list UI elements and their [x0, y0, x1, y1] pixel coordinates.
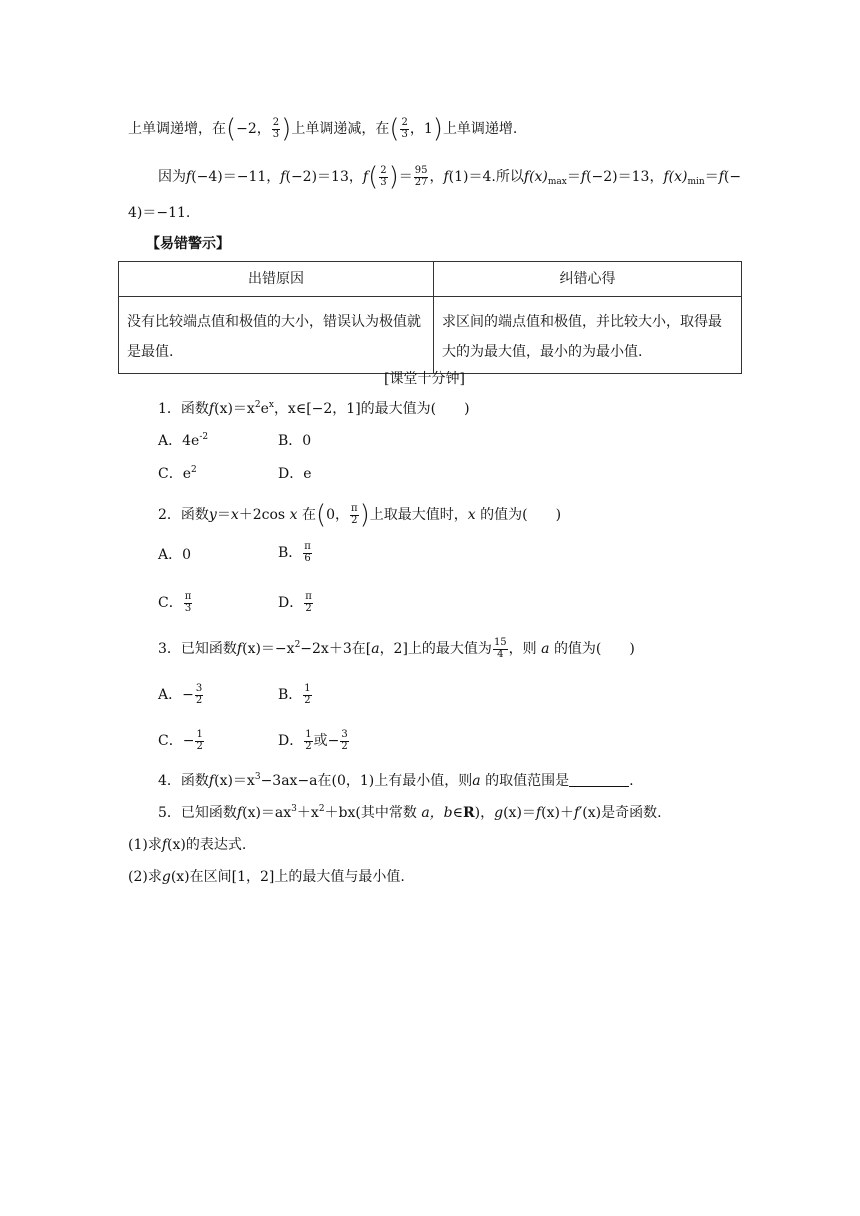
text: (x)	[529, 169, 548, 185]
denominator: 2	[351, 514, 358, 526]
text: −2x＋3在[	[300, 641, 372, 657]
symbol: x	[467, 507, 476, 523]
text: 0，	[326, 507, 350, 523]
symbol: g	[494, 805, 504, 821]
warning-title: 【易错警示】	[146, 236, 230, 252]
subscript: max	[547, 177, 567, 187]
numerator: π	[304, 541, 311, 552]
text: (1)求	[128, 837, 162, 853]
table-header-row	[119, 262, 742, 297]
numerator: 2	[401, 117, 408, 128]
solution-line-3: 4)＝−11.	[128, 205, 191, 221]
answer-blank[interactable]	[569, 774, 629, 787]
option-label: C．	[158, 466, 183, 482]
question-5-part-2	[128, 870, 405, 884]
denominator: 2	[195, 694, 203, 706]
text: ，x∈[−2，1]的最大值为( )	[273, 401, 470, 417]
question-3-option-b	[278, 684, 313, 706]
text: ＋bx(其中常数	[324, 805, 417, 821]
text: ＋x	[296, 805, 319, 821]
symbol: g	[161, 869, 171, 885]
superscript: 2	[254, 400, 261, 410]
text: ＝	[704, 169, 719, 185]
text: ，则	[508, 641, 537, 657]
text: e	[182, 466, 192, 482]
denominator: 4	[497, 648, 504, 660]
option-label: B．	[278, 687, 303, 703]
text: 4e	[182, 433, 200, 449]
text: ，2]上的最大值为	[379, 641, 492, 657]
text: (x)在区间[1，2]上的最大值与最小值.	[170, 869, 405, 885]
text: ＝	[566, 169, 581, 185]
numerator: 1	[196, 729, 203, 740]
question-2-option-b	[278, 542, 313, 564]
superscript: 2	[318, 804, 325, 814]
question-3-option-a	[158, 684, 204, 706]
symbol: f	[208, 773, 215, 789]
numerator: 2	[380, 165, 387, 176]
fraction	[350, 504, 359, 526]
text: 上取最大值时，	[369, 507, 468, 523]
text: )，	[474, 805, 495, 821]
symbol: a	[541, 641, 550, 657]
paren-right: )	[359, 500, 370, 530]
text: (−	[723, 169, 742, 185]
symbol: f	[523, 169, 530, 185]
symbol: f	[208, 401, 215, 417]
symbol: a	[472, 773, 481, 789]
symbol: y	[208, 507, 217, 523]
symbol: f	[580, 169, 587, 185]
question-2-option-a: A．0	[158, 547, 192, 563]
text: (x)的表达式.	[167, 837, 247, 853]
option-label: D．	[278, 733, 304, 749]
numerator: 3	[341, 729, 348, 740]
text: 或−	[313, 733, 340, 749]
denominator: 2	[196, 740, 203, 752]
fraction	[304, 730, 312, 752]
symbol: f	[443, 169, 449, 185]
question-1-option-c	[158, 467, 197, 481]
paren-left: (	[226, 114, 237, 144]
question-3-option-c	[158, 730, 205, 752]
subscript: min	[687, 177, 705, 187]
fraction	[414, 166, 429, 188]
fraction	[304, 592, 313, 614]
text: (x)＝x	[214, 773, 255, 789]
paren-left: (	[389, 114, 400, 144]
text: (x)＝−x	[242, 641, 295, 657]
numerator: 1	[305, 729, 312, 740]
paren-right: )	[281, 114, 292, 144]
text: 的值为( )	[553, 641, 635, 657]
symbol: f	[535, 805, 542, 821]
numerator: 2	[272, 117, 280, 128]
table-header-cell: 纠错心得	[434, 262, 742, 297]
text: −3ax−a在(0，1)上有最小值，则	[260, 773, 473, 789]
text: (x)＝ax	[242, 805, 292, 821]
option-label: B．	[278, 545, 303, 561]
text: 1．函数	[158, 401, 209, 417]
text: 4．函数	[158, 773, 209, 789]
text: .	[629, 773, 634, 789]
numerator: 3	[195, 683, 203, 694]
symbol: f	[362, 169, 369, 185]
numerator: 1	[304, 683, 311, 694]
superscript: 3	[291, 804, 297, 814]
fraction	[400, 118, 408, 140]
text: 上单调递减，在	[291, 121, 390, 137]
superscript: 3	[254, 772, 261, 782]
question-1-option-a	[158, 434, 208, 448]
fraction	[184, 592, 193, 614]
option-label: D．	[278, 595, 304, 611]
text: ＋2cos	[238, 507, 286, 523]
fraction	[379, 166, 387, 188]
paren-right: )	[432, 114, 443, 144]
option-label: A．	[158, 433, 183, 449]
table-cell: 求区间的端点值和极值，并比较大小，取得最大的为最大值，最小的为最小值.	[434, 297, 742, 374]
numerator: π	[305, 591, 312, 602]
text: ＝	[398, 169, 413, 185]
numerator: 95	[414, 165, 428, 176]
text: (−2)＝13，	[285, 169, 363, 185]
solution-line-1	[128, 114, 518, 144]
text: (−4)＝−11，	[191, 169, 281, 185]
text: −2，	[236, 121, 271, 137]
denominator: 3	[401, 128, 408, 140]
symbol: f	[236, 641, 243, 657]
symbol: a	[371, 641, 380, 657]
fraction	[340, 730, 348, 752]
question-1-stem	[158, 402, 470, 416]
fraction	[303, 684, 311, 706]
denominator: 6	[304, 552, 311, 564]
text: 的值为( )	[480, 507, 562, 523]
denominator: 27	[414, 176, 428, 188]
table-header-cell: 出错原因	[119, 262, 434, 297]
paren-right: )	[388, 162, 399, 192]
symbol: f	[236, 805, 243, 821]
question-3-stem	[158, 638, 635, 660]
fraction	[303, 542, 312, 564]
text: 的取值范围是	[485, 773, 570, 789]
text: (x)＋	[541, 805, 574, 821]
denominator: 2	[305, 602, 312, 614]
numerator: 15	[493, 637, 507, 648]
fraction	[195, 684, 203, 706]
text: 2．函数	[158, 507, 209, 523]
symbol: f	[573, 805, 580, 821]
text: ，1	[409, 121, 433, 137]
text: ＝	[216, 507, 231, 523]
paren-left: (	[368, 162, 379, 192]
text: ′(x)是奇函数.	[579, 805, 662, 821]
table-cell: 没有比较端点值和极值的大小，错误认为极值就是最值.	[119, 297, 434, 374]
question-5-part-1	[128, 838, 246, 852]
numerator: π	[351, 503, 358, 514]
solution-line-2	[158, 162, 742, 192]
symbol: x	[289, 507, 298, 523]
superscript: 2	[191, 465, 197, 475]
text: (−2)＝13，	[586, 169, 664, 185]
question-3-option-d	[278, 730, 350, 752]
numerator: π	[184, 591, 192, 602]
denominator: 2	[304, 694, 311, 706]
option-label: A．−	[158, 687, 194, 703]
denominator: 2	[305, 740, 312, 752]
text: ，	[429, 169, 444, 185]
denominator: 3	[380, 176, 387, 188]
fraction	[272, 118, 280, 140]
question-2-option-c	[158, 592, 193, 614]
symbol: f	[280, 169, 286, 185]
symbol: f	[161, 837, 168, 853]
denominator: 3	[184, 602, 192, 614]
option-label: C．−	[158, 733, 195, 749]
question-4-stem	[158, 774, 634, 788]
superscript: -2	[199, 432, 209, 442]
reals-symbol: R	[463, 805, 475, 821]
text: (1)＝4.所以	[448, 169, 524, 185]
question-2-stem	[158, 500, 562, 530]
text: (x)＝	[503, 805, 536, 821]
symbol: x	[230, 507, 239, 523]
text: 上单调递增.	[442, 121, 518, 137]
fraction	[195, 730, 203, 752]
question-1-option-d: D．e	[278, 466, 312, 482]
error-table	[118, 261, 742, 374]
symbol: f	[663, 169, 669, 185]
text: 上单调递增，在	[128, 121, 226, 137]
table-row	[119, 297, 742, 374]
section-title: [课堂十分钟]	[384, 371, 465, 387]
text: (x)＝x	[214, 401, 255, 417]
superscript: x	[268, 400, 274, 410]
denominator: 2	[341, 740, 348, 752]
option-label: C．	[158, 595, 183, 611]
text: 在	[301, 507, 316, 523]
symbol: f	[186, 169, 192, 185]
question-2-option-d	[278, 592, 314, 614]
paren-left: (	[315, 500, 327, 530]
symbol: a，b	[421, 805, 453, 821]
question-1-option-b: B．0	[278, 433, 312, 449]
fraction	[493, 638, 508, 660]
text: e	[260, 401, 269, 417]
question-5-stem	[158, 806, 662, 820]
text: 3．已知函数	[158, 641, 237, 657]
symbol: f	[718, 169, 724, 185]
text: (x)	[668, 169, 688, 185]
superscript: 2	[294, 640, 301, 650]
denominator: 3	[272, 128, 280, 140]
text: 因为	[158, 169, 186, 185]
text: (2)求	[128, 869, 162, 885]
text: 5．已知函数	[158, 805, 237, 821]
text: ∈	[452, 805, 464, 821]
